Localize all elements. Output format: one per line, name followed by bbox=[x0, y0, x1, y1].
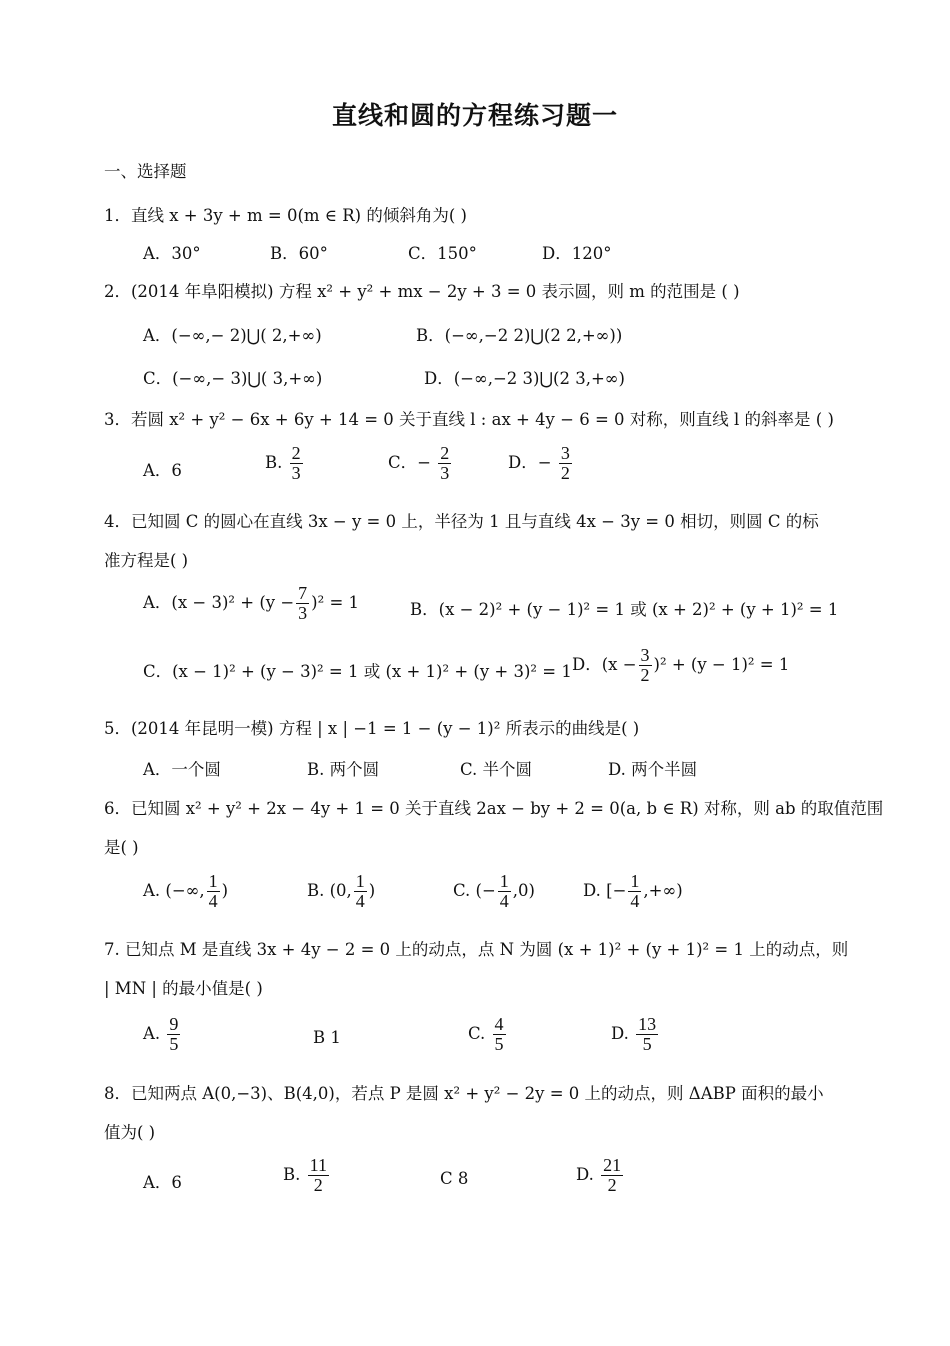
q7-a-fraction bbox=[167, 1015, 180, 1054]
q8-d-numerator: 21 bbox=[603, 1155, 622, 1175]
q4-a-denominator: 3 bbox=[298, 602, 308, 623]
question-6-text-line-2: 是( ) bbox=[104, 838, 139, 857]
q6-option-b bbox=[307, 872, 375, 911]
q8-b-fraction bbox=[308, 1156, 329, 1195]
page-title: 直线和圆的方程练习题一 bbox=[331, 101, 618, 130]
q2-option-c: C．(−∞,− 3)⋃( 3,+∞) bbox=[143, 369, 323, 388]
q6-b-fraction bbox=[354, 872, 367, 911]
question-4-text-line-2: 准方程是( ) bbox=[104, 551, 189, 570]
q6-option-d bbox=[583, 872, 683, 911]
q4-d-prefix: D．(x − bbox=[572, 654, 637, 674]
q8-option-b bbox=[283, 1156, 331, 1195]
q4-option-a bbox=[143, 584, 359, 623]
q4-d-numerator: 3 bbox=[640, 645, 650, 665]
q8-d-denominator: 2 bbox=[607, 1174, 617, 1195]
q8-option-c: C 8 bbox=[440, 1169, 469, 1188]
q6-a-suffix: ) bbox=[221, 880, 229, 900]
q8-b-label: B. bbox=[283, 1164, 301, 1184]
q8-b-numerator: 11 bbox=[309, 1155, 327, 1175]
q8-d-fraction bbox=[601, 1156, 623, 1195]
q5-option-a: A．一个圆 bbox=[143, 760, 221, 779]
q6-c-numerator: 1 bbox=[499, 871, 509, 891]
q4-a-suffix: )² = 1 bbox=[311, 592, 360, 612]
q4-option-c: C．(x − 1)² + (y − 3)² = 1 或 (x + 1)² + (y + 3)² = 1 bbox=[143, 662, 572, 681]
q6-b-denominator: 4 bbox=[355, 890, 365, 911]
q6-c-suffix: ,0) bbox=[512, 880, 535, 900]
q3-b-denominator: 3 bbox=[291, 462, 301, 483]
q3-option-c-label: C．− bbox=[388, 452, 431, 472]
q7-d-label: D. bbox=[611, 1023, 629, 1043]
question-4-text-line-1: 4．已知圆 C 的圆心在直线 3x − y = 0 上，半径为 1 且与直线 4x − 3y = 0 相切，则圆 C 的标 bbox=[104, 512, 819, 531]
q5-option-c: C. 半个圆 bbox=[460, 760, 533, 779]
q4-a-fraction bbox=[296, 584, 309, 623]
q1-option-d: D．120° bbox=[542, 244, 612, 263]
q3-option-d-fraction bbox=[559, 444, 572, 483]
section-heading: 一、选择题 bbox=[104, 162, 187, 181]
q4-a-numerator: 7 bbox=[298, 583, 308, 603]
question-1-text: 1．直线 x + 3y + m = 0(m ∈ R) 的倾斜角为( ) bbox=[104, 206, 467, 225]
question-5-text: 5．(2014 年昆明一模) 方程 | x | −1 = 1 − (y − 1)² 所表示的曲线是( ) bbox=[104, 719, 640, 738]
q7-a-label: A. bbox=[143, 1023, 161, 1043]
q5-option-b: B. 两个圆 bbox=[307, 760, 380, 779]
q1-option-b: B．60° bbox=[270, 244, 328, 263]
q2-option-b: B．(−∞,−2 2)⋃(2 2,+∞)) bbox=[416, 326, 623, 345]
q6-d-prefix: D. [− bbox=[583, 880, 627, 900]
q7-c-numerator: 4 bbox=[494, 1014, 504, 1034]
question-7-text-line-1: 7. 已知点 M 是直线 3x + 4y − 2 = 0 上的动点，点 N 为圆 (x + 1)² + (y + 1)² = 1 上的动点，则 bbox=[104, 940, 849, 959]
q8-b-denominator: 2 bbox=[313, 1174, 323, 1195]
question-6-text-line-1: 6．已知圆 x² + y² + 2x − 4y + 1 = 0 关于直线 2ax − by + 2 = 0(a, b ∈ R) 对称，则 ab 的取值范围 bbox=[104, 799, 884, 818]
q1-option-a: A．30° bbox=[143, 244, 201, 263]
q8-option-a: A．6 bbox=[143, 1173, 182, 1192]
q6-d-numerator: 1 bbox=[630, 871, 640, 891]
q6-a-denominator: 4 bbox=[208, 890, 218, 911]
q3-option-a: A．6 bbox=[143, 461, 182, 480]
q6-b-prefix: B. (0, bbox=[307, 880, 352, 900]
q7-option-c bbox=[468, 1015, 508, 1054]
q7-a-denominator: 5 bbox=[169, 1033, 179, 1054]
q6-d-fraction bbox=[628, 872, 641, 911]
q4-option-d bbox=[572, 646, 789, 685]
q7-option-b: B 1 bbox=[313, 1028, 341, 1047]
q6-option-c bbox=[453, 872, 535, 911]
q4-d-denominator: 2 bbox=[640, 664, 650, 685]
q6-option-a bbox=[143, 872, 228, 911]
q4-d-fraction bbox=[639, 646, 652, 685]
q6-c-prefix: C. (− bbox=[453, 880, 496, 900]
q7-option-d bbox=[611, 1015, 660, 1054]
q2-option-a: A．(−∞,− 2)⋃( 2,+∞) bbox=[143, 326, 322, 345]
q2-option-d: D．(−∞,−2 3)⋃(2 3,+∞) bbox=[424, 369, 625, 388]
q3-option-d-label: D．− bbox=[508, 452, 552, 472]
q6-a-numerator: 1 bbox=[208, 871, 218, 891]
q6-a-prefix: A. (−∞, bbox=[143, 880, 205, 900]
q6-b-suffix: ) bbox=[368, 880, 376, 900]
question-2-text: 2．(2014 年阜阳模拟) 方程 x² + y² + mx − 2y + 3 = 0 表示圆，则 m 的范围是 ( ) bbox=[104, 282, 740, 301]
q3-option-b-label: B. bbox=[265, 452, 283, 472]
q1-option-c: C．150° bbox=[408, 244, 477, 263]
question-8-text-line-1: 8．已知两点 A(0,−3)、B(4,0)，若点 P 是圆 x² + y² − 2y = 0 上的动点，则 ΔABP 面积的最小 bbox=[104, 1084, 824, 1103]
q8-d-label: D. bbox=[576, 1164, 594, 1184]
question-7-text-line-2: | MN | 的最小值是( ) bbox=[104, 979, 263, 998]
q3-c-denominator: 3 bbox=[440, 462, 450, 483]
q4-d-suffix: )² + (y − 1)² = 1 bbox=[653, 654, 790, 674]
q3-d-denominator: 2 bbox=[560, 462, 570, 483]
q3-option-c bbox=[388, 444, 453, 483]
q6-a-fraction bbox=[207, 872, 220, 911]
q6-b-numerator: 1 bbox=[355, 871, 365, 891]
q6-c-denominator: 4 bbox=[499, 890, 509, 911]
q7-c-label: C. bbox=[468, 1023, 486, 1043]
q4-option-b: B．(x − 2)² + (y − 1)² = 1 或 (x + 2)² + (y + 1)² = 1 bbox=[410, 600, 839, 619]
q6-d-suffix: ,+∞) bbox=[643, 880, 683, 900]
q3-b-numerator: 2 bbox=[291, 443, 301, 463]
question-8-text-line-2: 值为( ) bbox=[104, 1123, 156, 1142]
q3-option-c-fraction bbox=[438, 444, 451, 483]
q7-d-numerator: 13 bbox=[638, 1014, 657, 1034]
q5-option-d: D. 两个半圆 bbox=[608, 760, 698, 779]
q7-c-denominator: 5 bbox=[494, 1033, 504, 1054]
question-3-text: 3．若圆 x² + y² − 6x + 6y + 14 = 0 关于直线 l : ax + 4y − 6 = 0 对称，则直线 l 的斜率是 ( ) bbox=[104, 410, 834, 429]
q7-d-denominator: 5 bbox=[642, 1033, 652, 1054]
q3-c-numerator: 2 bbox=[440, 443, 450, 463]
q3-option-d bbox=[508, 444, 574, 483]
q7-a-numerator: 9 bbox=[169, 1014, 179, 1034]
q6-d-denominator: 4 bbox=[630, 890, 640, 911]
q4-a-prefix: A．(x − 3)² + (y − bbox=[143, 592, 295, 612]
q3-option-b-fraction bbox=[290, 444, 303, 483]
q7-d-fraction bbox=[636, 1015, 658, 1054]
q7-option-a bbox=[143, 1015, 182, 1054]
q3-option-b bbox=[265, 444, 305, 483]
q6-c-fraction bbox=[498, 872, 511, 911]
q8-option-d bbox=[576, 1156, 625, 1195]
q3-d-numerator: 3 bbox=[560, 443, 570, 463]
q7-c-fraction bbox=[493, 1015, 506, 1054]
